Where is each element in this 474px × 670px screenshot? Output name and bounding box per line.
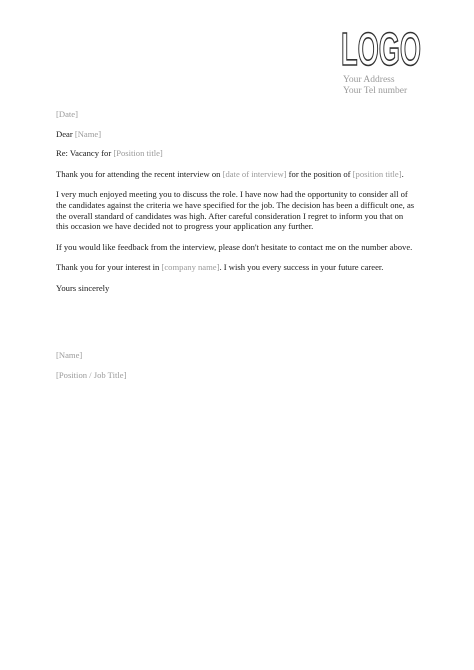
p1-text-b: for the position of — [286, 168, 353, 179]
date-placeholder: [Date] — [56, 109, 78, 119]
closing: Yours sincerely — [56, 282, 110, 293]
paragraph-interest — [56, 262, 416, 273]
position-title-placeholder: [Position title] — [113, 148, 163, 159]
salutation-prefix: Dear — [56, 128, 75, 139]
salutation — [56, 129, 416, 140]
company-name-placeholder: [company name] — [161, 262, 220, 273]
sender-tel: Your Tel number — [343, 86, 408, 96]
paragraph-feedback: If you would like feedback from the interview, please don't hesitate to contact me on the number above. — [56, 241, 413, 252]
subject-line — [56, 148, 416, 159]
letter-body — [56, 109, 416, 381]
signature-name-placeholder: [Name] — [56, 349, 83, 360]
p1-text-a: Thank you for attending the recent interview on — [56, 168, 223, 179]
paragraph-thanks — [56, 169, 416, 180]
p4-text-a: Thank you for your interest in — [56, 262, 162, 273]
paragraph-decision: I very much enjoyed meeting you to discuss the role. I have now had the opportunity to consider all of the candidates against the criteria we have specified for the job. The decision has been a difficult one, as the overall standard of candidates was high. After careful consideration I regret to inform you that on this occasion we have decided not to progress your application any further. — [56, 189, 415, 232]
sender-address-block — [343, 75, 407, 97]
company-logo — [340, 23, 422, 75]
position-placeholder: [position title] — [352, 168, 402, 179]
logo-text: LOGO — [341, 23, 421, 75]
p1-text-c: . — [401, 168, 404, 179]
signature-title-placeholder: [Position / Job Title] — [56, 370, 127, 381]
subject-prefix: Re: Vacancy for — [56, 148, 114, 159]
p4-text-b: . I wish you every success in your future career. — [219, 262, 384, 273]
recipient-name-placeholder: [Name] — [74, 128, 102, 139]
interview-date-placeholder: [date of interview] — [222, 168, 287, 179]
sender-address: Your Address — [343, 75, 395, 85]
